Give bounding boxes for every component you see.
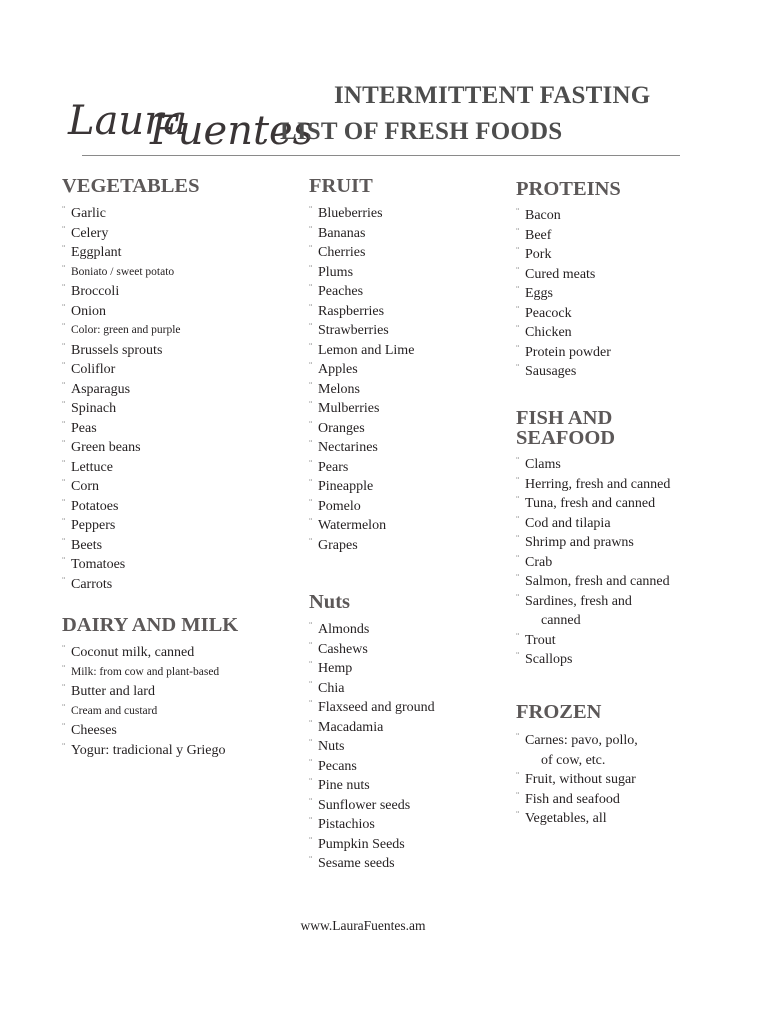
list-item: ¨ Chicken: [516, 323, 611, 343]
list-item: ¨ Beef: [516, 226, 611, 246]
list-item: ¨ Scallops: [516, 650, 670, 670]
list-item: ¨ Cherries: [309, 243, 414, 263]
list-item: ¨ Shrimp and prawns: [516, 533, 670, 553]
proteins-list: [516, 206, 611, 382]
list-item: ¨ Butter and lard: [62, 682, 226, 702]
logo-text-fuentes: Fuentes: [150, 108, 314, 154]
list-item: ¨ Brussels sprouts: [62, 341, 181, 361]
list-item: ¨ Carrots: [62, 575, 181, 595]
list-item: ¨ Apples: [309, 360, 414, 380]
list-item: ¨ Cashews: [309, 640, 435, 660]
list-item: ¨ Asparagus: [62, 380, 181, 400]
list-item: ¨ Grapes: [309, 536, 414, 556]
list-item: ¨ Macadamia: [309, 718, 435, 738]
logo-text-laura: Laura: [68, 98, 188, 144]
list-item: ¨ Bacon: [516, 206, 611, 226]
list-item: ¨ Bananas: [309, 224, 414, 244]
list-item: ¨ Melons: [309, 380, 414, 400]
list-item: ¨ Pears: [309, 458, 414, 478]
list-item: ¨ Hemp: [309, 659, 435, 679]
section-title-vegetables: VEGETABLES: [62, 175, 200, 197]
page-title-line-2: LIST OF FRESH FOODS: [280, 118, 563, 145]
section-title-fish-line-2: SEAFOOD: [516, 427, 616, 449]
footer-website-url: www.LauraFuentes.am: [300, 918, 426, 933]
list-item: ¨ Garlic: [62, 204, 181, 224]
list-item: ¨ Onion: [62, 302, 181, 322]
list-item: ¨ Oranges: [309, 419, 414, 439]
list-item: ¨ Strawberries: [309, 321, 414, 341]
list-item: ¨ Blueberries: [309, 204, 414, 224]
header-divider: [82, 155, 680, 156]
list-item: ¨ Beets: [62, 536, 181, 556]
list-item: ¨ Raspberries: [309, 302, 414, 322]
list-item: ¨ Cream and custard: [62, 702, 226, 722]
list-item: ¨ Sausages: [516, 362, 611, 382]
list-item: ¨ Milk: from cow and plant-based: [62, 663, 226, 683]
section-title-fish-seafood: [516, 408, 676, 448]
section-title-fish-line-1: FISH AND: [516, 407, 613, 429]
list-item: ¨ Vegetables, all: [516, 809, 638, 829]
list-item: ¨ Flaxseed and ground: [309, 698, 435, 718]
list-item: ¨ Green beans: [62, 438, 181, 458]
list-item: ¨ Cheeses: [62, 721, 226, 741]
list-item: ¨ Broccoli: [62, 282, 181, 302]
list-item: ¨ Sardines, fresh and: [516, 592, 670, 612]
list-item: ¨ Herring, fresh and canned: [516, 475, 670, 495]
laura-fuentes-logo: [66, 72, 314, 160]
list-item: ¨ Pine nuts: [309, 776, 435, 796]
section-title-frozen: FROZEN: [516, 701, 602, 723]
list-item: ¨ Crab: [516, 553, 670, 573]
vegetables-list: [62, 204, 181, 594]
list-item: ¨ Carnes: pavo, pollo,: [516, 731, 638, 751]
list-item: ¨ Fruit, without sugar: [516, 770, 638, 790]
list-item: ¨ Peppers: [62, 516, 181, 536]
frozen-list: [516, 731, 638, 829]
list-item: ¨ Mulberries: [309, 399, 414, 419]
list-item: ¨ Pomelo: [309, 497, 414, 517]
list-item: ¨ Pumpkin Seeds: [309, 835, 435, 855]
fruit-list: [309, 204, 414, 555]
list-item: ¨ Pecans: [309, 757, 435, 777]
list-item: ¨ Watermelon: [309, 516, 414, 536]
section-title-proteins: PROTEINS: [516, 178, 621, 200]
list-item: ¨ Corn: [62, 477, 181, 497]
dairy-list: [62, 643, 226, 760]
list-item: ¨ Sunflower seeds: [309, 796, 435, 816]
list-item: ¨ Nuts: [309, 737, 435, 757]
list-item: ¨ Coliflor: [62, 360, 181, 380]
list-item: ¨ Pork: [516, 245, 611, 265]
list-item: ¨ Salmon, fresh and canned: [516, 572, 670, 592]
list-item-continuation: canned: [541, 613, 581, 628]
list-item: ¨ Lemon and Lime: [309, 341, 414, 361]
section-title-nuts: Nuts: [309, 591, 351, 613]
list-item: ¨ Cured meats: [516, 265, 611, 285]
list-item: ¨ Potatoes: [62, 497, 181, 517]
list-item: ¨ Cod and tilapia: [516, 514, 670, 534]
list-item: ¨ Peaches: [309, 282, 414, 302]
list-item: ¨ Color: green and purple: [62, 321, 181, 341]
list-item: ¨ Clams: [516, 455, 670, 475]
list-item: ¨ Peas: [62, 419, 181, 439]
list-item: ¨ Pineapple: [309, 477, 414, 497]
list-item: ¨ Eggs: [516, 284, 611, 304]
list-item: ¨ Trout: [516, 631, 670, 651]
list-item: ¨ Protein powder: [516, 343, 611, 363]
fish-list: [516, 455, 670, 670]
list-item: ¨ Eggplant: [62, 243, 181, 263]
list-item: ¨ Chia: [309, 679, 435, 699]
list-item: ¨ Lettuce: [62, 458, 181, 478]
list-item: ¨ Peacock: [516, 304, 611, 324]
list-item: ¨ Pistachios: [309, 815, 435, 835]
list-item: ¨ Almonds: [309, 620, 435, 640]
list-item: ¨ Boniato / sweet potato: [62, 263, 181, 283]
section-title-dairy: DAIRY AND MILK: [62, 614, 239, 636]
nuts-list: [309, 620, 435, 874]
list-item: ¨ Yogur: tradicional y Griego: [62, 741, 226, 761]
list-item: ¨ Tomatoes: [62, 555, 181, 575]
list-item: ¨ Spinach: [62, 399, 181, 419]
list-item: ¨ Tuna, fresh and canned: [516, 494, 670, 514]
list-item: ¨ Nectarines: [309, 438, 414, 458]
list-item: ¨ Sesame seeds: [309, 854, 435, 874]
list-item-continuation: of cow, etc.: [541, 752, 606, 768]
list-item: ¨ Celery: [62, 224, 181, 244]
section-title-fruit: FRUIT: [309, 175, 373, 197]
list-item: ¨ Coconut milk, canned: [62, 643, 226, 663]
list-item: ¨ Plums: [309, 263, 414, 283]
list-item: ¨ Fish and seafood: [516, 790, 638, 810]
page-title-line-1: INTERMITTENT FASTING: [334, 82, 651, 109]
